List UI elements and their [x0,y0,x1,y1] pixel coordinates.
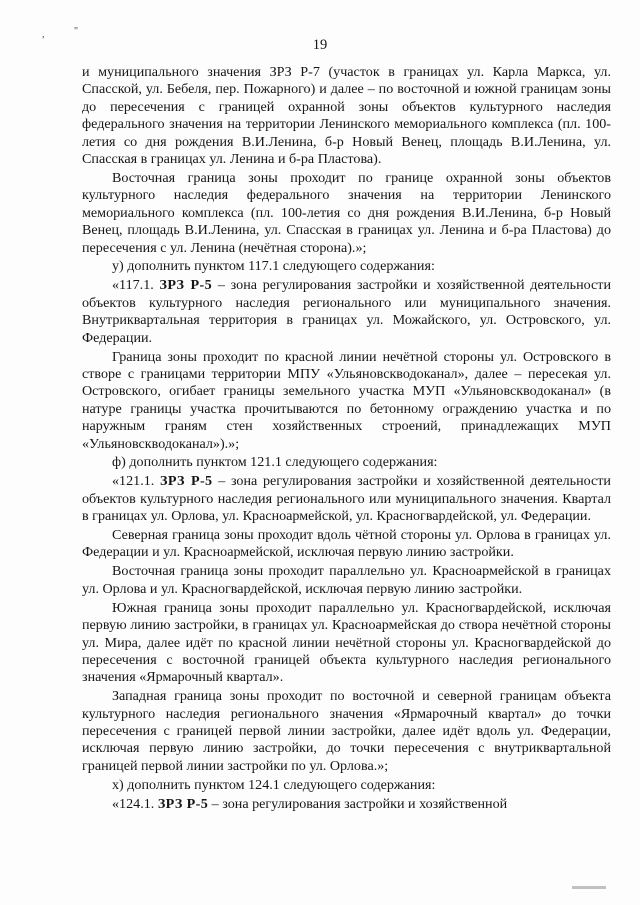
paragraph [82,277,611,347]
paragraph [82,473,611,525]
margin-mark: " [74,26,79,37]
paragraph-text: Западная граница зоны проходит по восточной и северной границам объекта культурного наследия регионального значения «Ярмарочный квартал» до точки пересечения с границей первой линии застройки, далее идёт вдоль ул. Федерации, исключая первую линию застройки, до точки пересечения с внутриквартальной границей первой линии застройки по ул. Орлова.»; [82,688,611,774]
paragraph [82,454,611,471]
zone-code: ЗРЗ Р-5 [159,277,213,294]
paragraph-text: у) дополнить пунктом 117.1 следующего содержания: [112,258,435,275]
paragraph-text: х) дополнить пунктом 124.1 следующего содержания: [112,776,436,793]
paragraph [82,777,611,794]
paragraph-text: – зона регулирования застройки и хозяйственной [208,795,508,812]
paragraph-text: Восточная граница зоны проходит параллельно ул. Красноармейской в границах ул. Орлова и ул. Красногвардейской, исключая первую линию застройки. [82,563,611,597]
paragraph-text: Северная граница зоны проходит вдоль чётной стороны ул. Орлова в границах ул. Федерации и ул. Красноармейской, исключая первую линию застройки. [82,527,611,561]
clause-number: «121.1. [112,473,160,490]
document-body [82,64,611,815]
paragraph [82,796,611,813]
zone-code: ЗРЗ Р-5 [157,795,209,812]
paragraph-text: Южная граница зоны проходит параллельно ул. Красногвардейской, исключая первую линию застройки, в границах ул. Красноармейская до створа нечётной стороны ул. Мира, далее идёт по красной линии нечётной стороны ул. Красногвардейской до пересечения с восточной границей объекта культурного наследия регионального значения «Ярмарочный квартал». [82,599,611,686]
paragraph [82,600,611,687]
paragraph-text: и муниципального значения ЗРЗ Р-7 (участок в границах ул. Карла Маркса, ул. Спасской, ул. Бебеля, пер. Пожарного) и далее – по восточной и южной границам зоны до пересечения с границей охранной зоны объектов культурного наследия федерального значения на территории Ленинского мемориального комплекса (пл. 100-летия со дня рождения В.И.Ленина, б-р Новый Венец, площадь В.И.Ленина, ул. Спасская в границах ул. Ленина и б-ра Пластова). [82,64,611,168]
paragraph-text: ф) дополнить пунктом 121.1 следующего содержания: [112,454,438,471]
paragraph [82,527,611,562]
paragraph [82,349,611,453]
paragraph-text: Граница зоны проходит по красной линии нечётной стороны ул. Островского в створе с границами территории МПУ «Ульяновскводоканал», далее – пересекая ул. Островского, огибает границы земельного участка МУП «Ульяновскводоканал» (в натуре границы участка прочитываются по бетонному ограждению участка и по наружным граням стен хозяйственных строений, принадлежащих МУП «Ульяновскводоканал»).»; [82,348,611,452]
clause-number: «124.1. [112,795,158,812]
paragraph-text: – зона регулирования застройки и хозяйственной деятельности объектов культурного наследия регионального или муниципального значения. Внутриквартальная территория в границах ул. Можайского, ул. Островского, ул. Федерации. [82,277,611,346]
clause-number: «117.1. [112,277,160,294]
zone-code: ЗРЗ Р-5 [159,473,213,490]
paragraph-text: – зона регулирования застройки и хозяйственной деятельности объектов культурного наследия регионального или муниципального значения. Квартал в границах ул. Орлова, ул. Красноармейской, ул. Красногвардейской, ул. Федерации. [82,473,611,525]
scan-artifact [572,886,606,889]
paragraph [82,64,611,168]
margin-mark: , [42,29,45,40]
paragraph [82,258,611,275]
paragraph [82,563,611,598]
paragraph [82,170,611,257]
paragraph-text: Восточная граница зоны проходит по границе охранной зоны объектов культурного наследия федерального значения на территории Ленинского мемориального комплекса (пл. 100-летия со дня рождения В.И.Ленина, б-р Новый Венец, площадь В.И.Ленина, ул. Спасская в границах ул. Ленина и б-ра Пластова) до пересечения с ул. Ленина (нечётная сторона).»; [82,169,611,256]
paragraph [82,688,611,775]
page-number: 19 [312,37,328,53]
